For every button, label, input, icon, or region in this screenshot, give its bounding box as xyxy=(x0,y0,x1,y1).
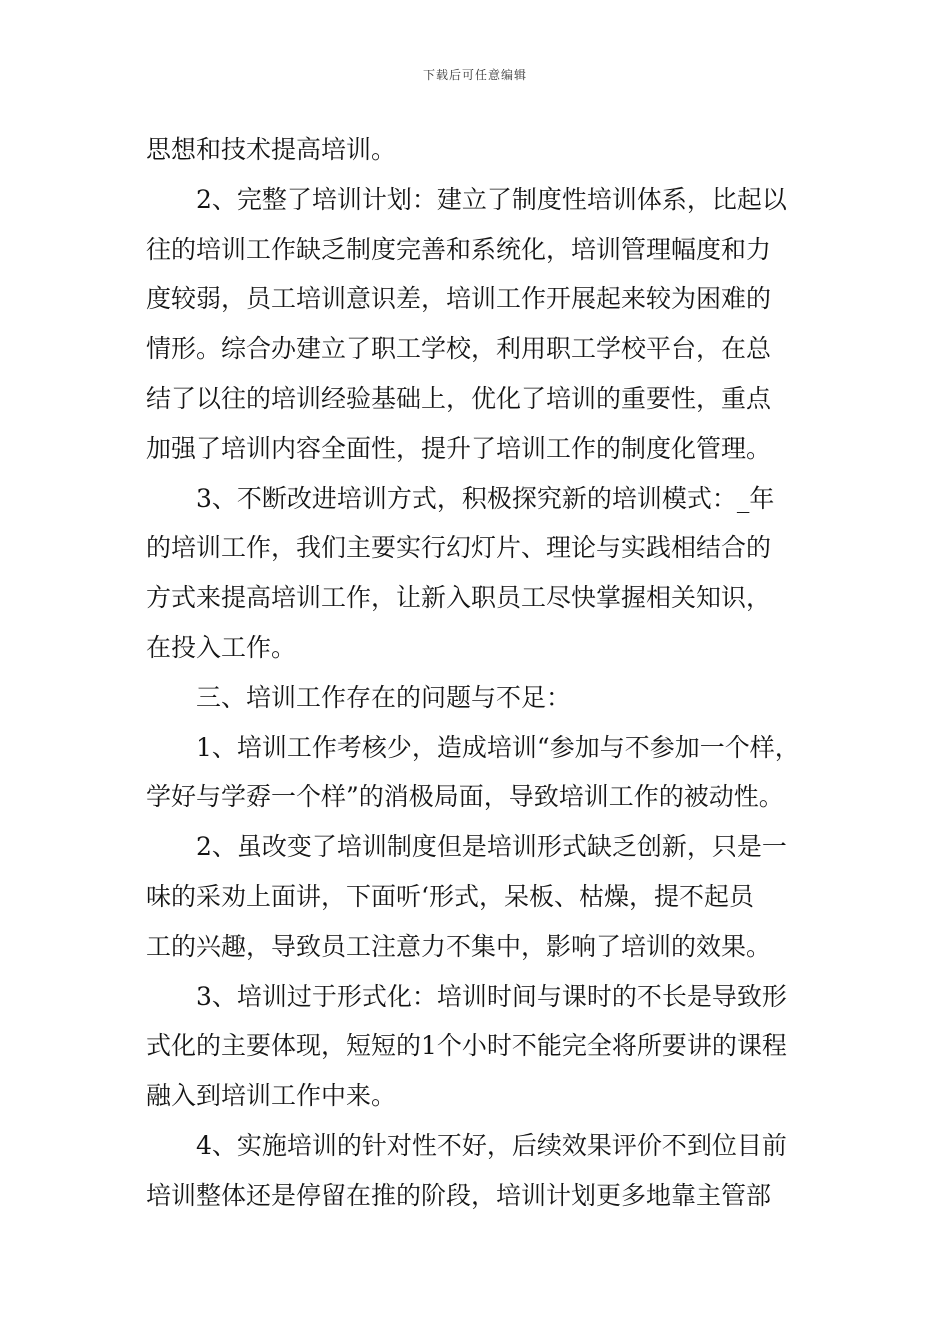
text-line: 思想和技术提高培训。 xyxy=(146,135,397,164)
text-line: 2、完整了培训计划：建立了制度性培训体系，比起以 xyxy=(196,185,787,214)
text-line: 度较弱，员工培训意识差，培训工作开展起来较为困难的 xyxy=(146,284,772,313)
text-line: 1、培训工作考核少，造成培训“参加与不参加一个样， xyxy=(196,733,800,762)
text-line: 学好与学孬一个样”的消极局面，导致培训工作的被动性。 xyxy=(146,782,784,811)
section-heading: 三、培训工作存在的问题与不足： xyxy=(196,683,572,712)
text-line: 情形。综合办建立了职工学校，利用职工学校平台，在总 xyxy=(146,334,772,363)
page-header: 下载后可任意编辑 xyxy=(422,68,527,82)
text-line: 融入到培训工作中来。 xyxy=(146,1081,397,1110)
text-line: 往的培训工作缺乏制度完善和系统化，培训管理幅度和力 xyxy=(146,235,772,264)
text-line: 方式来提高培训工作，让新入职员工尽快掌握相关知识， xyxy=(146,583,772,612)
text-line: 2、虽改变了培训制度但是培训形式缺乏创新，只是一 xyxy=(196,832,787,861)
text-line: 式化的主要体现，短短的1个小时不能完全将所要讲的课程 xyxy=(146,1031,787,1060)
text-line: 加强了培训内容全面性，提升了培训工作的制度化管理。 xyxy=(146,434,772,463)
text-line: 3、培训过于形式化：培训时间与课时的不长是导致形 xyxy=(196,982,787,1011)
text-line: 在投入工作。 xyxy=(146,633,297,662)
text-line: 味的采劝上面讲，下面听‘形式，呆板、枯燥，提不起员 xyxy=(146,882,754,911)
text-line: 的培训工作，我们主要实行幻灯片、理论与实践相结合的 xyxy=(146,533,772,562)
text-line: 3、不断改进培训方式，积极探究新的培训模式：_年 xyxy=(196,484,775,513)
text-line: 4、实施培训的针对性不好，后续效果评价不到位目前 xyxy=(196,1131,787,1160)
text-line: 工的兴趣，导致员工注意力不集中，影响了培训的效果。 xyxy=(146,932,772,961)
text-line: 培训整体还是停留在推的阶段，培训计划更多地靠主管部 xyxy=(146,1181,772,1210)
text-line: 结了以往的培训经验基础上，优化了培训的重要性，重点 xyxy=(146,384,772,413)
